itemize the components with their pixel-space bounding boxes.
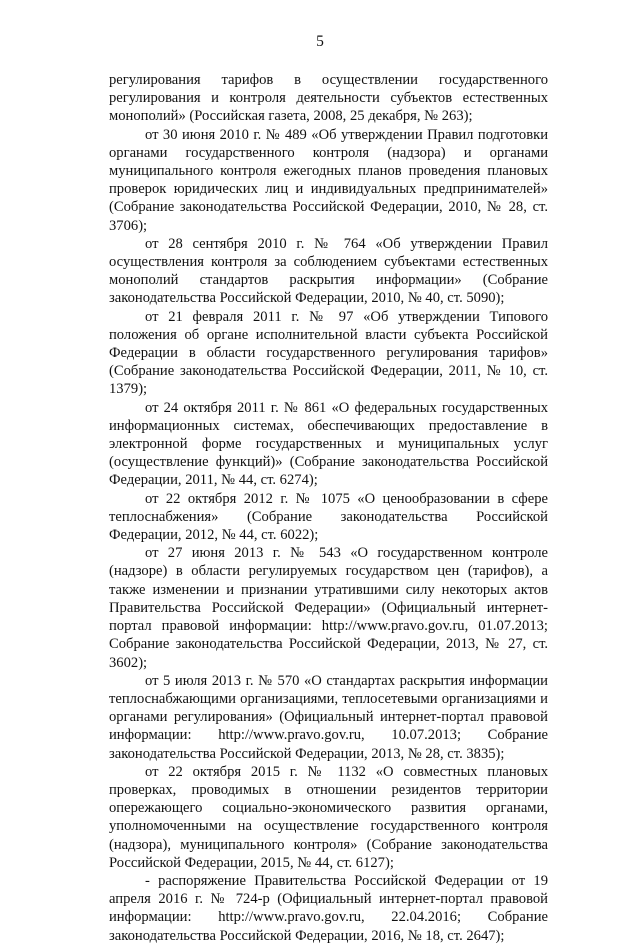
paragraph-order-724: - распоряжение Правительства Российской Федерации от 19 апреля 2016 г. № 724-р (Официальный интернет-портал правовой информации: http://www.pravo.gov.ru, 22.04.2016; Собрание законодательства Российской Федерации, 2016, № 18, ст. 2647);	[109, 872, 548, 944]
page-number: 5	[316, 33, 324, 50]
paragraph-decree-1075: от 22 октября 2012 г. № 1075 «О ценообразовании в сфере теплоснабжения» (Собрание законодательства Российской Федерации, 2012, № 44, ст. 6022);	[109, 490, 548, 544]
paragraph-decree-543: от 27 июня 2013 г. № 543 «О государственном контроле (надзоре) в области регулируемых государством цен (тарифов), а также изменении и признании утратившими силу некоторых актов Правительства Российской Федерации» (Официальный интернет-портал правовой информации: http://www.pravo.gov.ru, 01.07.2013; Собрание законодательства Российской Федерации, 2013, № 27, ст. 3602);	[109, 545, 548, 671]
paragraph-continuation: регулирования тарифов в осуществлении государственного регулирования и контроля деятельности субъектов естественных монополий» (Российская газета, 2008, 25 декабря, № 263);	[109, 72, 548, 125]
paragraph-decree-861: от 24 октября 2011 г. № 861 «О федеральных государственных информационных системах, обеспечивающих предоставление в электронной форме государственных и муниципальных услуг (осуществление функций)» (Собрание законодательства Российской Федерации, 2011, № 44, ст. 6274);	[109, 399, 548, 489]
paragraph-decree-570: от 5 июля 2013 г. № 570 «О стандартах раскрытия информации теплоснабжающими организациями, теплосетевыми организациями и органами регулирования» (Официальный интернет-портал правовой информации: http://www.pravo.gov.ru, 10.07.2013; Собрание законодательства Российской Федерации, 2013, № 28, ст. 3835);	[109, 672, 548, 762]
document-body	[109, 71, 548, 945]
paragraph-decree-1132: от 22 октября 2015 г. № 1132 «О совместных плановых проверках, проводимых в отношении резидентов территории опережающего социально-экономического развития органами, уполномоченными на осуществление государственного контроля (надзора), муниципального контроля» (Собрание законодательства Российской Федерации, 2015, № 44, ст. 6127);	[109, 763, 548, 871]
paragraph-decree-489: от 30 июня 2010 г. № 489 «Об утверждении Правил подготовки органами государственного контроля (надзора) и органами муниципального контроля ежегодных планов проведения плановых проверок юридических лиц и индивидуальных предпринимателей» (Собрание законодательства Российской Федерации, 2010, № 28, ст. 3706);	[109, 126, 548, 234]
paragraph-decree-764: от 28 сентября 2010 г. № 764 «Об утверждении Правил осуществления контроля за соблюдением субъектами естественных монополий стандартов раскрытия информации» (Собрание законодательства Российской Федерации, 2010, № 40, ст. 5090);	[109, 235, 548, 307]
paragraph-decree-97: от 21 февраля 2011 г. № 97 «Об утверждении Типового положения об органе исполнительной власти субъекта Российской Федерации в области государственного регулирования тарифов» (Собрание законодательства Российской Федерации, 2011, № 10, ст. 1379);	[109, 308, 548, 398]
